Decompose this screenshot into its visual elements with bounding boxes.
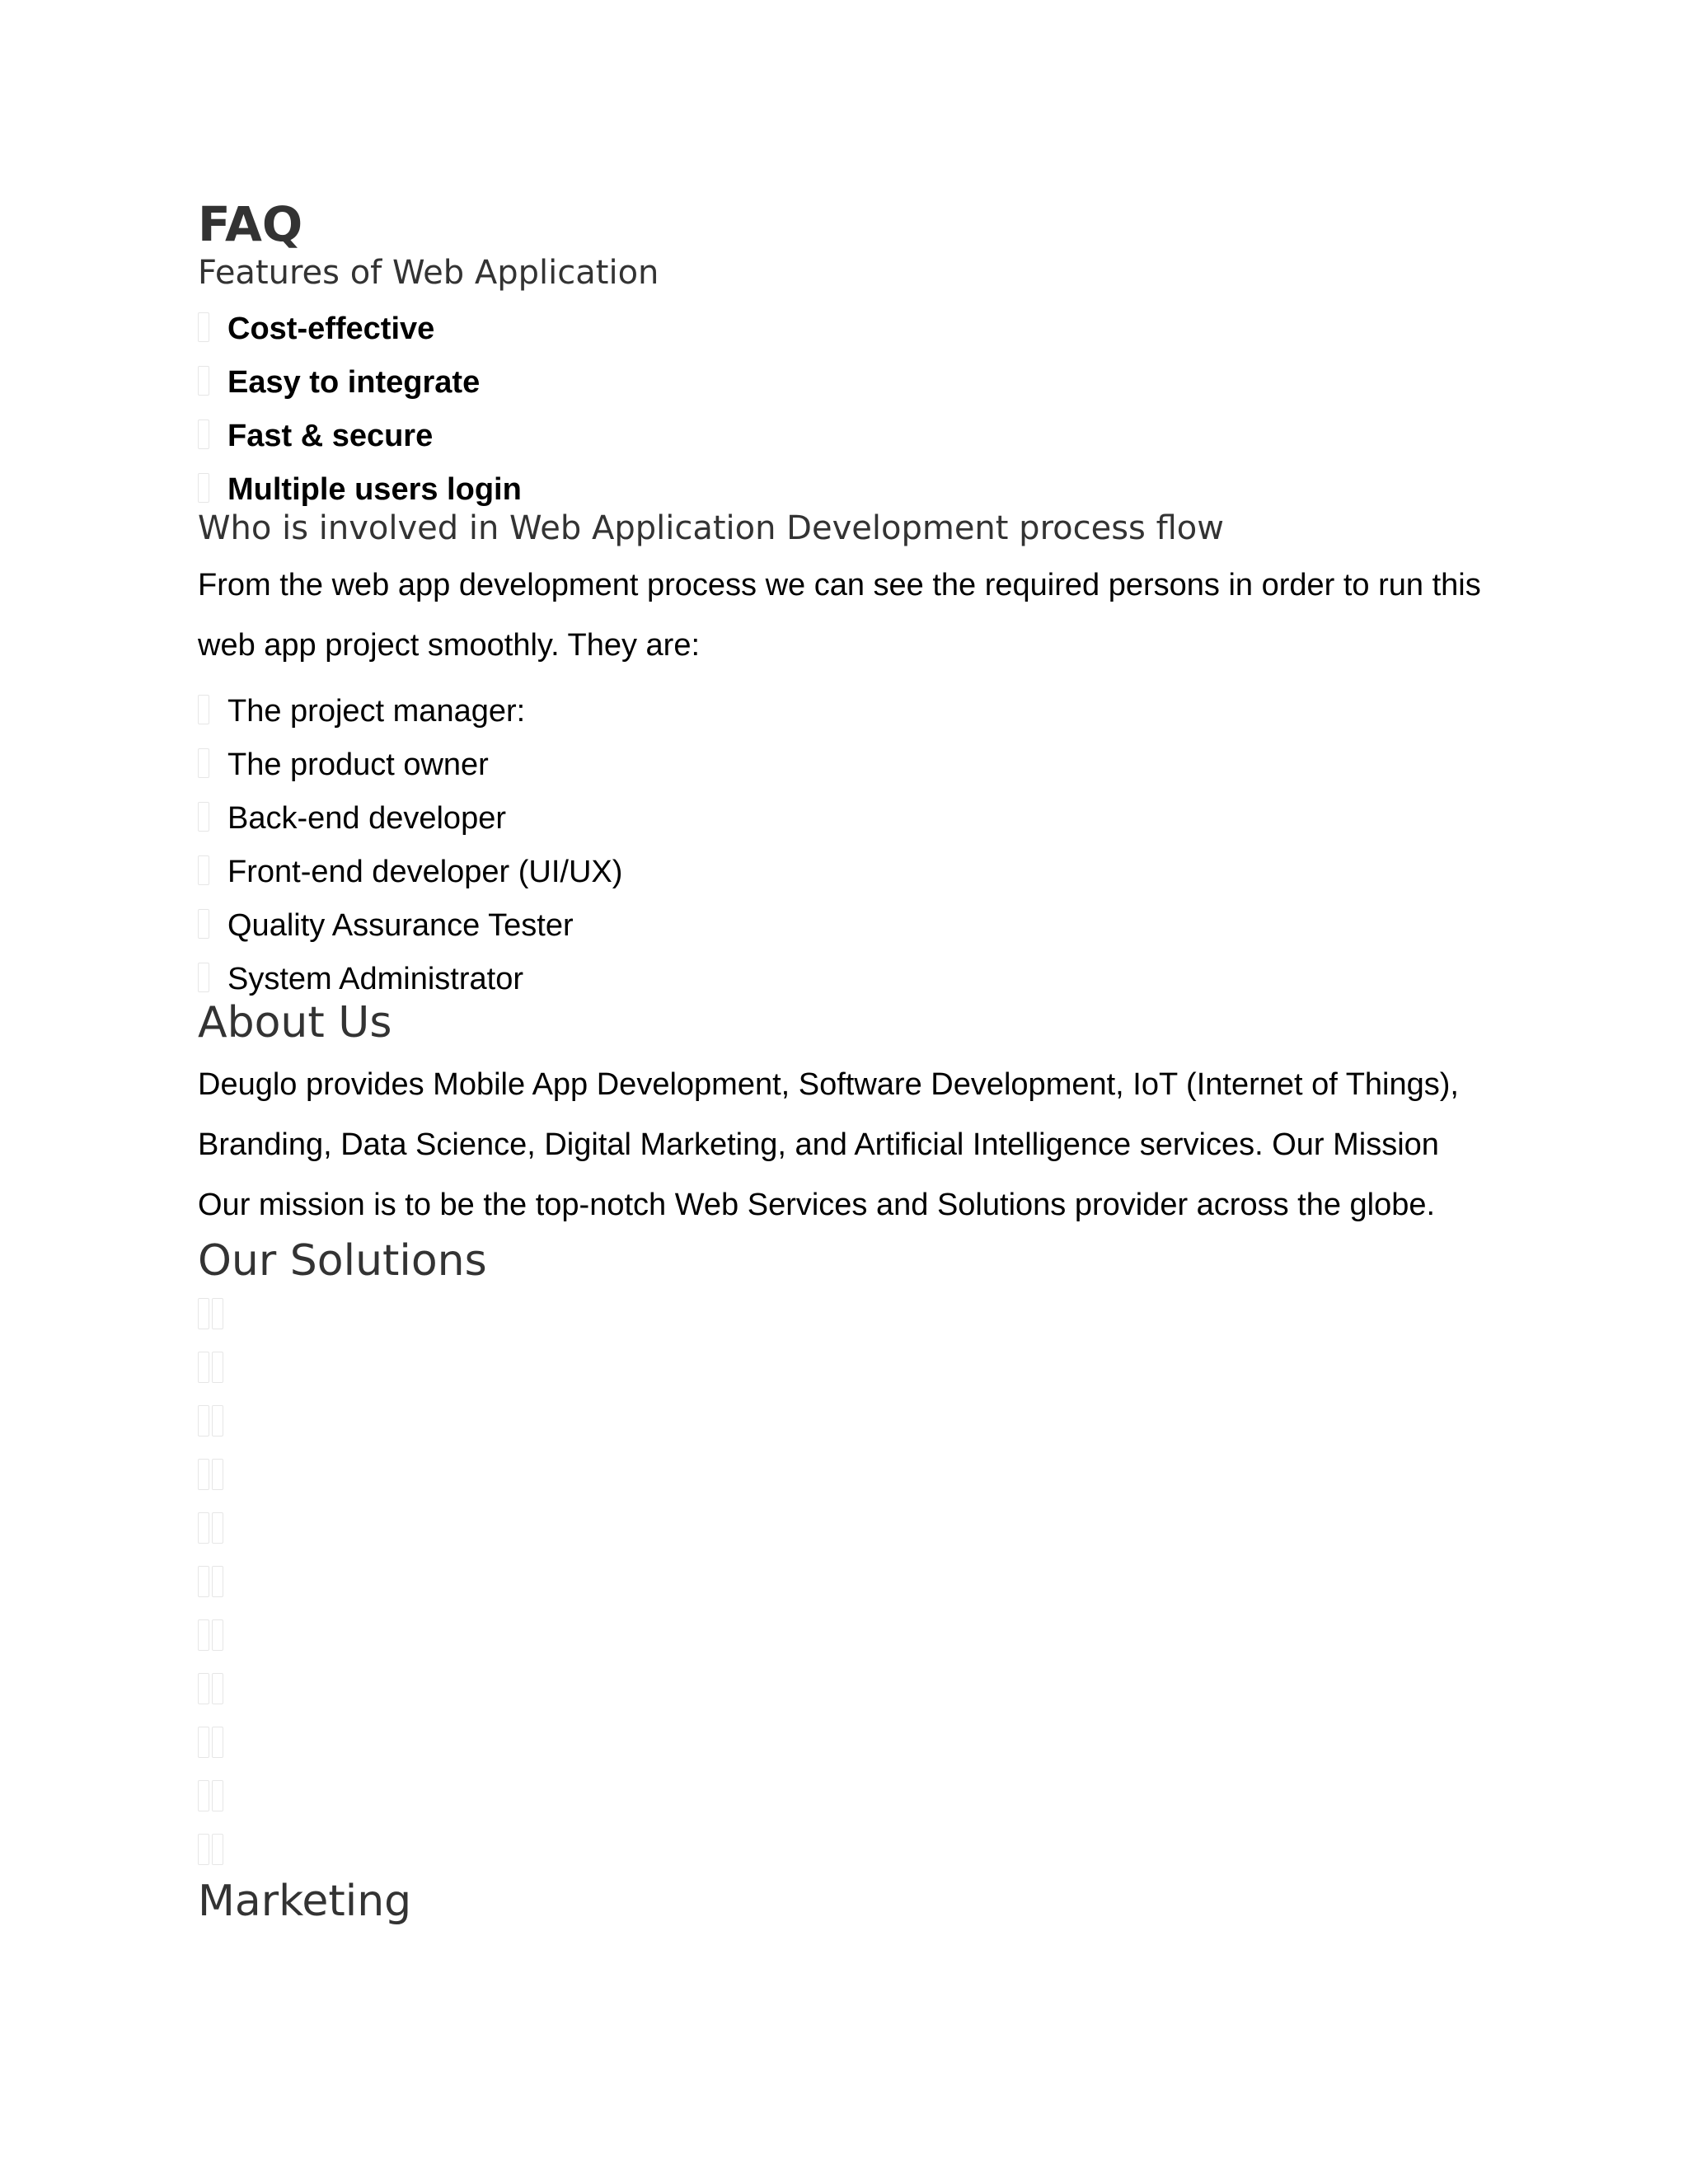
missing-glyph-icon (198, 1352, 223, 1383)
missing-glyph-icon (198, 1298, 223, 1329)
list-item (198, 401, 1484, 454)
solution-item (198, 1394, 1484, 1447)
solution-item (198, 1286, 1484, 1340)
features-list (198, 293, 1484, 508)
solution-item (198, 1501, 1484, 1554)
missing-glyph-icon (198, 1834, 223, 1865)
missing-glyph-icon (198, 1459, 223, 1490)
role-label: The project manager: (227, 694, 526, 729)
missing-glyph-icon (198, 1780, 223, 1811)
about-text: Deuglo provides Mobile App Development, Software Development, IoT (Internet of Things), Branding, Data Science, Digital Marketing, and Artificial Intelligence services. Our Mission Our mission is to be the top-notch Web Services and Solutions provider across the globe. (198, 1067, 1459, 1222)
role-label: Front-end developer (UI/UX) (227, 855, 623, 889)
faq-title: FAQ (198, 196, 303, 252)
solutions-heading: Our Solutions (198, 1236, 487, 1286)
feature-label: Multiple users login (227, 472, 522, 507)
missing-glyph-icon (198, 1727, 223, 1758)
list-item (198, 944, 1484, 997)
marketing-heading: Marketing (198, 1877, 412, 1926)
role-label: System Administrator (227, 962, 523, 996)
missing-glyph-icon (198, 909, 209, 939)
missing-glyph-icon (198, 366, 209, 396)
solution-item (198, 1715, 1484, 1769)
solution-item (198, 1340, 1484, 1394)
page-content (198, 196, 1484, 1927)
list-item (198, 454, 1484, 508)
solution-item (198, 1447, 1484, 1501)
solutions-list (198, 1286, 1484, 1876)
missing-glyph-icon (198, 748, 209, 778)
missing-glyph-icon (198, 1405, 223, 1436)
involved-intro: From the web app development process we can see the required persons in order to run this web app project smoothly. They are: (198, 568, 1481, 663)
list-item (198, 890, 1484, 944)
missing-glyph-icon (198, 695, 209, 724)
missing-glyph-icon (198, 963, 209, 992)
missing-glyph-icon (198, 312, 209, 342)
missing-glyph-icon (198, 1512, 223, 1544)
list-item (198, 347, 1484, 401)
list-item (198, 783, 1484, 837)
features-heading: Features of Web Application (198, 254, 659, 292)
missing-glyph-icon (198, 1673, 223, 1704)
solution-item (198, 1769, 1484, 1822)
role-label: The product owner (227, 748, 489, 782)
feature-label: Fast & secure (227, 419, 434, 453)
role-label: Back-end developer (227, 801, 506, 836)
list-item (198, 729, 1484, 783)
missing-glyph-icon (198, 1566, 223, 1597)
list-item (198, 837, 1484, 890)
feature-label: Easy to integrate (227, 365, 481, 400)
solution-item (198, 1822, 1484, 1876)
role-label: Quality Assurance Tester (227, 908, 574, 943)
solution-item (198, 1554, 1484, 1608)
missing-glyph-icon (198, 419, 209, 449)
solution-item (198, 1608, 1484, 1661)
missing-glyph-icon (198, 802, 209, 832)
solution-item (198, 1661, 1484, 1715)
list-item (198, 676, 1484, 729)
roles-list (198, 676, 1484, 997)
missing-glyph-icon (198, 855, 209, 885)
involved-heading: Who is involved in Web Application Development process flow (198, 509, 1224, 547)
feature-label: Cost-effective (227, 312, 435, 346)
list-item (198, 293, 1484, 347)
about-heading: About Us (198, 998, 392, 1047)
missing-glyph-icon (198, 473, 209, 503)
missing-glyph-icon (198, 1619, 223, 1651)
